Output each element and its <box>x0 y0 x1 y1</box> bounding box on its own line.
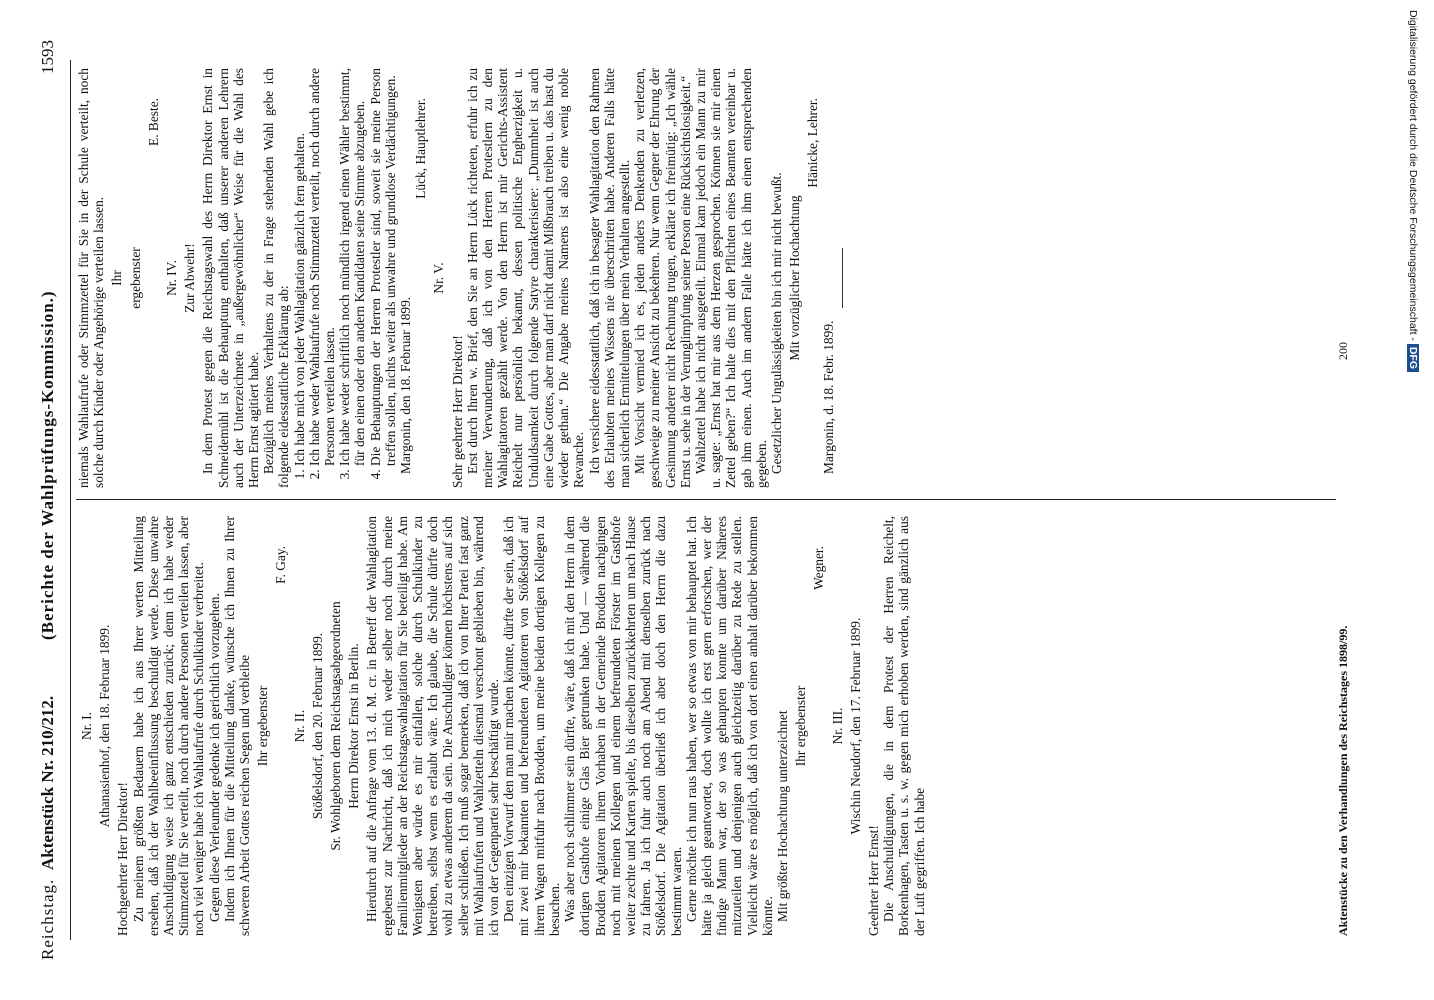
dfg-badge: DFG <box>1407 344 1419 372</box>
paragraph: Die Anschuldigungen, die in dem Protest der Herren Reichelt, Borkenhagen, Tasten u. s. w. gegen mich erhoben werden, sind gänzlich aus der Luft gegriffen. Ich habe <box>881 516 927 936</box>
signature: F. Gay. <box>273 546 289 584</box>
page-footer: Aktenstücke zu den Verhandlungen des Reichstages 1898/99. <box>1336 625 1350 936</box>
paragraph: Sehr geehrter Herr Direktor! <box>449 335 465 488</box>
paragraph: Bezüglich meines Verhaltens zu der in Frage stehenden Wahl gebe ich folgende eidesstattliche Erklärung ab: <box>261 68 292 488</box>
header-page-number: 1593 <box>38 40 57 74</box>
paragraph: Hierdurch auf die Anfrage vom 13. d. M. cr. in Betreff der Wahlagitation ergebenst zur Nachricht, daß ich mich weder selber noch durch meine Familienmitglieder an der Reichstagswahlagitation für Sie beteiligt habe. Am Wenigsten aber würde es mir einfallen, solche durch Schulkinder zu betreiben, selbst wenn es erlaubt wäre. Ich glaube, die Schule dürfte doch wohl zu etwas anderem da sein. Die Anschuldiger können höchstens auf sich selber schließen. Ich muß sogar bemerken, daß ich von Ihrer Partei fast ganz mit Wahlaufrufen und Wahlzetteln diesmal verschont geblieben bin, während ich von der Gegenpartei sehr beschäftigt wurde. <box>364 516 502 936</box>
paragraph: Gerne möchte ich nun raus haben, wer so etwas von mir behauptet hat. Ich hätte ja gleich geantwortet, doch wollte ich erst gern erforschen, wer der findige Mann war, der so was gehaupten konnte um darüber Näheres mitzuteilen und denjenigen auch gleichzeitig darüber zu Rede zu stellen. Vielleicht wäre es möglich, daß ich von dort einen anhalt darüber bekommen könnte. <box>683 516 775 936</box>
paragraph: Wahlzettel habe ich nicht ausgeteilt. Einmal kam jedoch ein Mann zu mir u. sagte: „Ernst hat mir aus dem Herzen gesprochen. Können sie mir einen Zettel geben?“ Ich halte dies mit den Pflichten eines Beamten vereinbar u. gab ihm einen. Auch im andern Falle hätte ich ihm einen entsprechenden gegeben. <box>692 68 769 488</box>
centered-line: Ihr ergebenster <box>793 685 809 767</box>
list-item: 3. Ich habe weder schriftlich noch mündlich irgend einen Wähler bestimmt, für den einen oder den andern Kandidaten seine Stimme abzugeben. <box>337 68 367 466</box>
paragraph: Geehrter Herr Ernst! <box>865 825 881 936</box>
paragraph: Margonin, den 18. Februar 1899. <box>398 296 414 474</box>
centered-line: Ihr <box>109 270 125 286</box>
header-left: Reichstag. <box>38 878 57 960</box>
list-item: 4. Die Behauptungen der Herren Protestler sind, soweit sie meine Person treffen sollen, nichts weiter als unwahre und grundlose Verdächtigungen. <box>368 68 398 466</box>
signature: Wegner. <box>811 546 827 590</box>
digitization-text: Digitalisierung gefördert durch die Deutsche Forschungsgemeinschaft - <box>1407 10 1419 344</box>
closing-rule <box>842 248 843 308</box>
centered-line: Athanasienhof, den 18. Februar 1899. <box>97 624 113 828</box>
centered-line: Nr. IV. <box>164 260 180 296</box>
digitization-note <box>1405 10 1419 990</box>
paragraph: Zu meinem größten Bedauern habe ich aus Ihrer werten Mitteilung ersehen, daß ich der Wahlbeeinflussung beschuldigt werde. Diese unwahre Anschuldigung weise ich ganz entschieden zurück; denn ich habe weder Stimmzettel für Sie verteilt, noch durch andere Personen verteilen lassen, aber noch viel weniger habe ich Wahlaufrufe durch Schulkinder verbreitet. <box>130 516 207 936</box>
paragraph: niemals Wahlaufrufe oder Stimmzettel für Sie in der Schule verteilt, noch solche durch Kinder oder Angehörige verteilen lassen. <box>76 68 107 488</box>
paragraph: Hochgeehrter Herr Direktor! <box>115 782 131 936</box>
numbered-list <box>292 68 398 488</box>
centered-line: Stößelsdorf, den 20. Februar 1899. <box>309 632 325 820</box>
column-divider <box>76 499 1336 500</box>
paragraph: Indem ich Ihnen für die Mitteilung danke, wünsche ich Ihnen zu Ihrer schweren Arbeit Gottes reichen Segen und verbleibe <box>221 516 253 936</box>
paragraph: Margonin, d. 18. Febr. 1899. <box>820 320 836 474</box>
signature: Hänicke, Lehrer. <box>805 98 821 188</box>
paragraph: In dem Protest gegen die Reichstagswahl des Herrn Direktor Ernst in Schneidemühl ist die Behauptung enthalten, daß unserer anderen Lehrern auch der Unterzeichnete in „außergewöhnlicher“ Weise für die Wahl des Herrn Ernst agitiert habe. <box>200 68 262 488</box>
centered-line: Nr. V. <box>431 262 447 294</box>
right-column <box>76 68 849 488</box>
centered-line: Sr. Wohlgeboren dem Reichstagsabgeordneten <box>328 601 344 851</box>
paragraph: Gegen diese Verleumder gedenke ich gerichtlich vorzugehen. <box>206 593 222 922</box>
paragraph: Was aber noch schlimmer sein dürfte, wäre, daß ich mit den Herrn in dem dortigen Gasthofe einige Glas Bier getrunken habe. Und — während die Brodden Agitatoren ihrem Vorhaben in der Gemeinde Brodden nachgingen noch mit meinen Kollegen und einem befreundeten Förster im Gasthofe weiter zechte und Karten spielte, bis dieselben zurückkehrten um nach Hause zu fahren. Ja ich fuhr auch noch am Abend mit denselben zurück nach Stößelsdorf. Die Agitation überließ ich aber doch den Herrn die dazu bestimmt waren. <box>562 516 684 936</box>
paragraph: Den einzigen Vorwurf den man mir machen könnte, dürfte der sein, daß ich mit zwei mir bekannten und befreundeten Agitatoren von Stößelsdorf auf ihrem Wagen mitfuhr nach Brodden, um meine beiden dortigen Kollegen zu besuchen. <box>501 516 562 936</box>
left-column <box>76 516 927 936</box>
running-header <box>38 40 66 960</box>
paragraph: Mit größter Hochachtung unterzeichnet <box>774 710 790 922</box>
header-rule <box>70 60 71 940</box>
signature: E. Beste. <box>145 98 161 146</box>
centered-line: Ihr ergebenster <box>255 685 271 767</box>
centered-line: Nr. I. <box>79 712 94 740</box>
header-center: Aktenstück Nr. 210/212. <box>38 695 57 870</box>
centered-line: Mit vorzüglicher Hochachtung <box>787 195 803 361</box>
paragraph: Mit Vorsicht vermied ich es, jeden anders Denkenden zu verletzen, geschweige zu meiner Ansicht zu bekehren. Nur wenn Gegner der Ehrung der Gesinnung anderer nicht Rechnung trugen, erklärte ich freimütig: „Ich wähle Ernst u. sehe in der Verunglimpfung seiner Person eine Rücksichtslosigkeit.“ <box>632 68 693 488</box>
paragraph: Erst durch Ihren w. Brief, den Sie an Herrn Lück richteten, erfuhr ich zu meiner Verwunderung, daß ich von den Herren Protestlern zu den Wahlagitatoren gezählt werde. Von den Herrn ist mir Gerichts-Assistent Reichelt nur persönlich bekannt, dessen politische Engherzigkeit u. Unduldsamkeit durch folgende Satyre charakterisiere: „Dummheit ist auch eine Gabe Gottes, aber man darf nicht damit Mißbrauch treiben u. das hast du wieder gethan.“ Die Angabe meines Namens ist also eine wenig noble Revanche. <box>464 68 587 488</box>
centered-line: Herrn Direktor Ernst in Berlin. <box>346 643 362 809</box>
paragraph: Ich versichere eidesstattlich, daß ich in besagter Wahlagitation den Rahmen des Erlaubten meines Wissens nie überschritten habe. Anderen Falls hätte man sicherlich Ermittelungen über mein Verhalten angestellt. <box>586 68 632 488</box>
paragraph: Gesetzlicher Ungulässigkeiten bin ich mir nicht bewußt. <box>768 172 784 474</box>
list-item: 1. Ich habe mich von jeder Wahlagitation gänzlich fern gehalten. <box>292 68 307 466</box>
header-right: (Berichte der Wahlprüfungs-Kommission.) <box>38 290 57 640</box>
centered-line: Nr. II. <box>291 709 307 743</box>
centered-line: ergebenster <box>127 247 143 309</box>
signature: Lück, Hauptlehrer. <box>413 98 429 199</box>
page-number: 200 <box>1336 342 1350 360</box>
centered-line: Wischin Neudorf, den 17. Februar 1899. <box>847 617 863 835</box>
centered-line: Zur Abwehr! <box>182 243 198 313</box>
list-item: 2. Ich habe weder Wahlaufrufe noch Stimmzettel verteilt, noch durch andere Personen verteilen lassen. <box>307 68 337 466</box>
centered-line: Nr. III. <box>829 707 845 745</box>
